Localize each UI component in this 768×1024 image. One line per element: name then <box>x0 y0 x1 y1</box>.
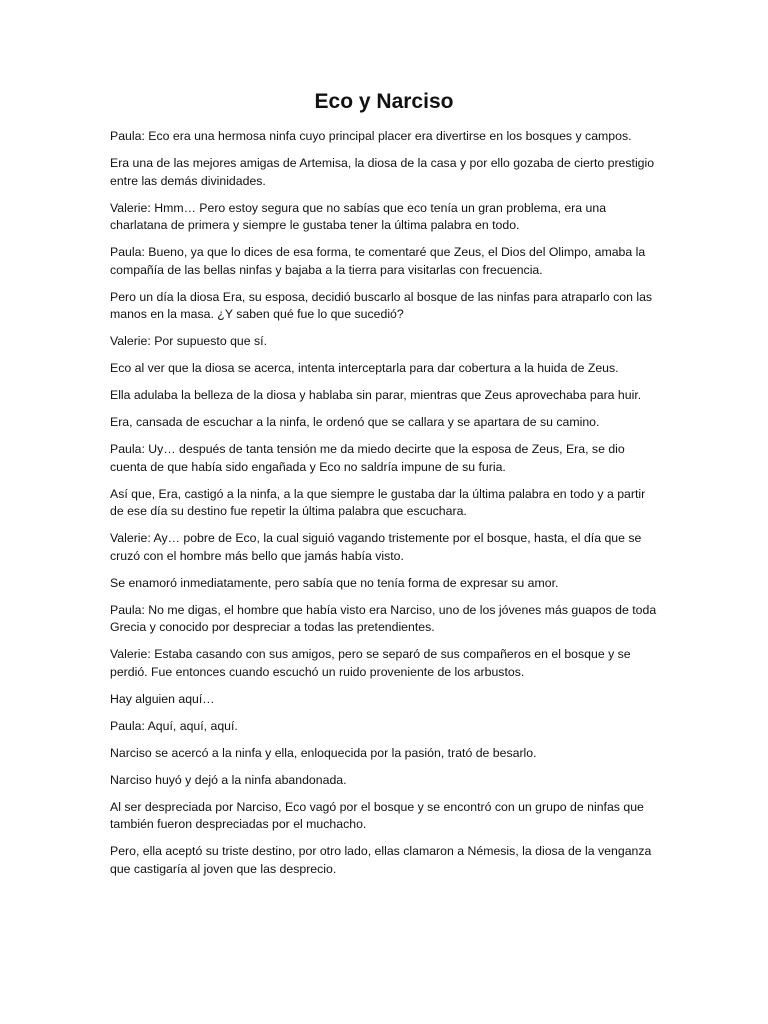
paragraph: Al ser despreciada por Narciso, Eco vagó por el bosque y se encontró con un grupo de ninfas que también fueron despreciadas por el muchacho. <box>110 799 644 831</box>
paragraph: Paula: Eco era una hermosa ninfa cuyo principal placer era divertirse en los bosques y campos. <box>110 129 632 143</box>
paragraph: Era una de las mejores amigas de Artemisa, la diosa de la casa y por ello gozaba de cierto prestigio entre las demás divinidades. <box>110 156 655 188</box>
paragraph: Pero un día la diosa Era, su esposa, decidió buscarlo al bosque de las ninfas para atraparlo con las manos en la masa. ¿Y saben qué fue lo que sucedió? <box>110 289 653 321</box>
paragraph: Ella adulaba la belleza de la diosa y hablaba sin parar, mientras que Zeus aprovechaba para huir. <box>110 388 642 402</box>
paragraph: Hay alguien aquí… <box>110 691 215 706</box>
paragraph: Narciso se acercó a la ninfa y ella, enloquecida por la pasión, trató de besarlo. <box>110 745 537 760</box>
paragraph: Narciso huyó y dejó a la ninfa abandonada. <box>110 772 347 787</box>
paragraph: Paula: No me digas, el hombre que había visto era Narciso, uno de los jóvenes más guapos de toda Grecia y conocido por despreciar a todas las pretendientes. <box>110 602 657 634</box>
paragraph: Se enamoró inmediatamente, pero sabía que no tenía forma de expresar su amor. <box>110 575 559 590</box>
paragraph: Paula: Bueno, ya que lo dices de esa forma, te comentaré que Zeus, el Dios del Olimpo, amaba la compañía de las bellas ninfas y bajaba a la tierra para visitarlas con frecuencia. <box>110 245 646 277</box>
paragraph: Pero, ella aceptó su triste destino, por otro lado, ellas clamaron a Némesis, la diosa de la venganza que castigaría al joven que las desprecio. <box>110 844 652 876</box>
document-title: Eco y Narciso <box>314 90 454 113</box>
document-page <box>110 88 658 888</box>
paragraph: Valerie: Por supuesto que sí. <box>110 334 267 348</box>
paragraph: Paula: Aquí, aquí, aquí. <box>110 718 238 733</box>
paragraph: Era, cansada de escuchar a la ninfa, le ordenó que se callara y se apartara de su camino. <box>110 415 600 429</box>
paragraph: Paula: Uy… después de tanta tensión me da miedo decirte que la esposa de Zeus, Era, se dio cuenta de que había sido engañada y Eco no saldría impune de su furia. <box>110 442 625 474</box>
paragraph: Valerie: Hmm… Pero estoy segura que no sabías que eco tenía un gran problema, era una charlatana de primera y siempre le gustaba tener la última palabra en todo. <box>110 200 607 232</box>
paragraph: Valerie: Estaba casando con sus amigos, pero se separó de sus compañeros en el bosque y se perdió. Fue entonces cuando escuchó un ruido proveniente de los arbustos. <box>110 647 631 679</box>
paragraph: Eco al ver que la diosa se acerca, intenta interceptarla para dar cobertura a la huida de Zeus. <box>110 361 619 375</box>
paragraph: Así que, Era, castigó a la ninfa, a la que siempre le gustaba dar la última palabra en todo y a partir de ese día su destino fue repetir la última palabra que escuchara. <box>110 486 646 518</box>
paragraph: Valerie: Ay… pobre de Eco, la cual siguió vagando tristemente por el bosque, hasta, el día que se cruzó con el hombre más bello que jamás había visto. <box>110 531 642 563</box>
